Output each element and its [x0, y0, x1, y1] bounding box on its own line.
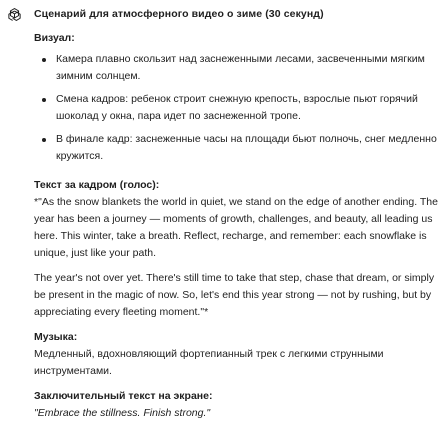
voiceover-heading: Текст за кадром (голос):	[34, 179, 160, 191]
list-item	[34, 131, 438, 165]
list-item	[34, 91, 438, 125]
visual-list	[34, 51, 438, 165]
voiceover-section	[34, 177, 438, 321]
message-header	[6, 6, 324, 23]
final-text-quote: "Embrace the stillness. Finish strong."	[34, 407, 211, 419]
response-title: Сценарий для атмосферного видео о зиме (30 секунд)	[34, 8, 324, 20]
visual-section	[34, 30, 438, 165]
music-text: Медленный, вдохновляющий фортепианный трек с легкими струнными инструментами.	[34, 348, 384, 377]
list-item	[34, 51, 438, 85]
bullet-icon	[42, 58, 46, 62]
bullet-icon	[42, 138, 46, 142]
response-body	[34, 30, 438, 422]
music-section	[34, 329, 438, 380]
music-heading: Музыка:	[34, 331, 78, 343]
voiceover-paragraph-2: The year's not over yet. There's still time to take that step, chase that dream, or simply be present in the magic of now. So, let's end this year strong — not by rushing, but by appreciating every fleeting moment."*	[34, 272, 435, 318]
list-item-text: Смена кадров: ребенок строит снежную крепость, взрослые пьют горячий шоколад у окна, пара идет по заснеженной тропе.	[56, 93, 418, 122]
final-text-heading: Заключительный текст на экране:	[34, 390, 213, 402]
voiceover-paragraph-1: *"As the snow blankets the world in quiet, we stand on the edge of another ending. The year has been a journey — moments of growth, challenges, and beauty, all leading us here. This winter, take a breath. Reflect, recharge, and remember: each snowflake is unique, just like your path.	[34, 196, 438, 259]
list-item-text: В финале кадр: заснеженные часы на площади бьют полночь, снег медленно кружится.	[56, 133, 437, 162]
chatgpt-logo-icon	[6, 7, 22, 23]
bullet-icon	[42, 98, 46, 102]
final-text-section	[34, 388, 438, 422]
list-item-text: Камера плавно скользит над заснеженными лесами, засвеченными мягким зимним солнцем.	[56, 53, 425, 82]
visual-heading: Визуал:	[34, 32, 75, 44]
